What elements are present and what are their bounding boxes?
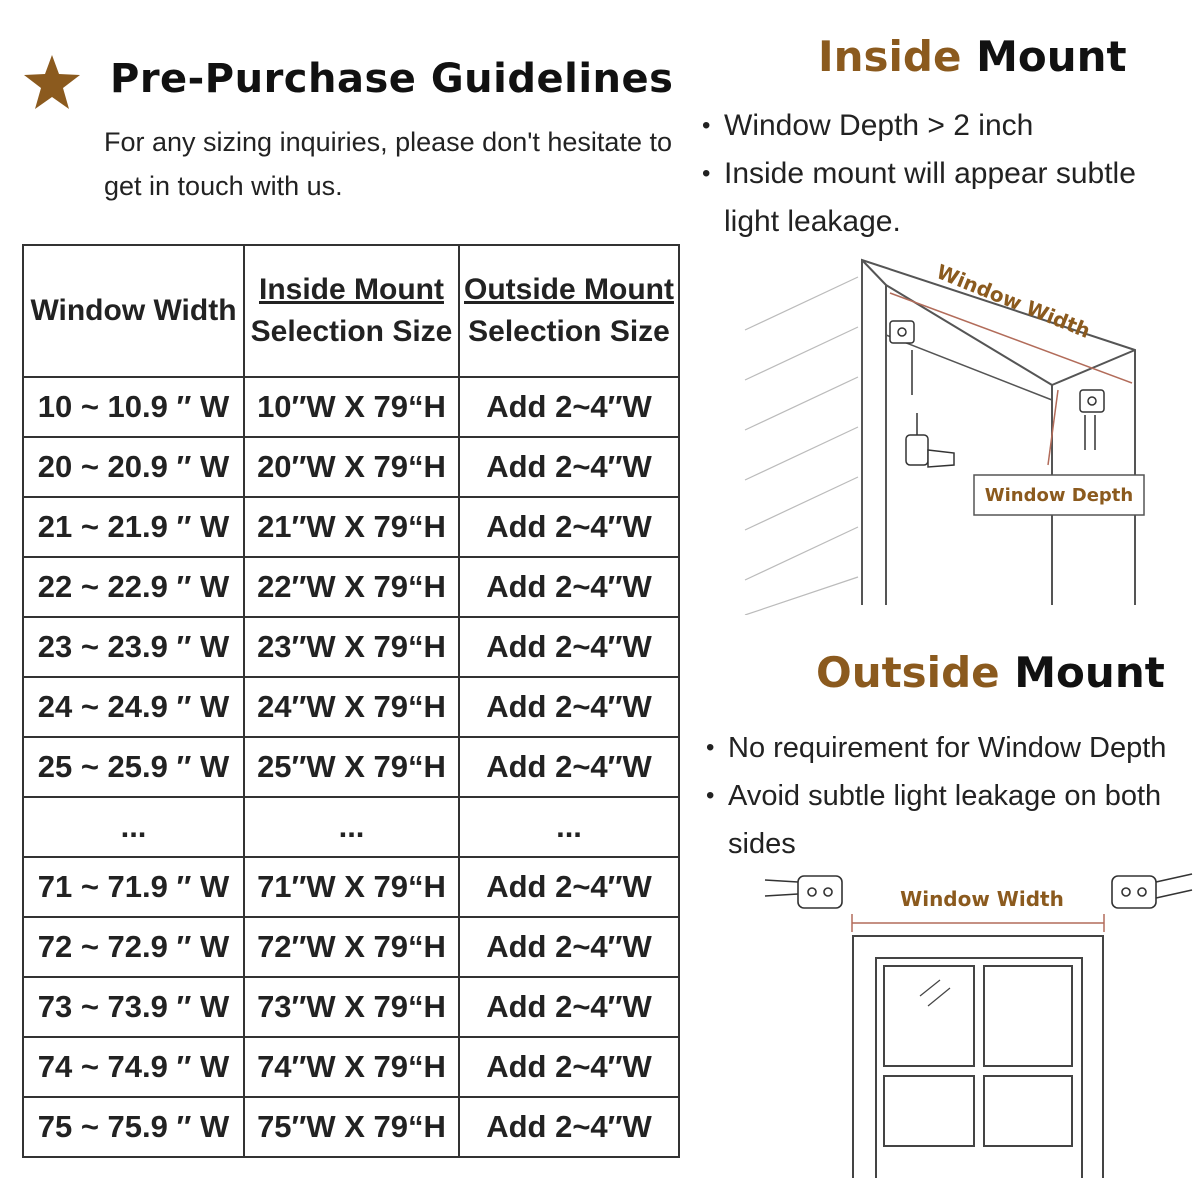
inside-size-cell: 22″W X 79“H bbox=[244, 557, 459, 617]
outside-size-cell: Add 2~4″W bbox=[459, 437, 679, 497]
inside-size-cell: 75″W X 79“H bbox=[244, 1097, 459, 1157]
window-width-cell: 21 ~ 21.9 ″ W bbox=[23, 497, 244, 557]
drill-icon bbox=[906, 413, 954, 467]
inside-depth-label: Window Depth bbox=[984, 485, 1134, 506]
inside-mount-diagram bbox=[740, 255, 1160, 615]
outside-size-cell: Add 2~4″W bbox=[459, 557, 679, 617]
inside-mount-heading-rest: Mount bbox=[976, 32, 1127, 81]
header-inside-mount-line2: Selection Size bbox=[250, 315, 453, 348]
inside-mount-heading bbox=[818, 32, 1127, 81]
outside-width-arrow bbox=[852, 914, 1104, 932]
window-width-cell: 73 ~ 73.9 ″ W bbox=[23, 977, 244, 1037]
inside-size-cell: 20″W X 79“H bbox=[244, 437, 459, 497]
inside-width-label: Window Width bbox=[933, 259, 1094, 343]
header-outside-mount bbox=[459, 245, 679, 377]
outside-bullet-1: • No requirement for Window Depth bbox=[706, 724, 1200, 772]
inside-size-cell: 73″W X 79“H bbox=[244, 977, 459, 1037]
window-width-cell: 71 ~ 71.9 ″ W bbox=[23, 857, 244, 917]
table-row bbox=[23, 497, 679, 557]
intro-text: For any sizing inquiries, please don't hesitate to get in touch with us. bbox=[104, 127, 672, 201]
outside-size-cell: Add 2~4″W bbox=[459, 977, 679, 1037]
outside-size-cell: ... bbox=[459, 797, 679, 857]
table-body bbox=[23, 377, 679, 1157]
table-row bbox=[23, 737, 679, 797]
inside-bullet-1: • Window Depth > 2 inch bbox=[702, 102, 1192, 150]
size-table bbox=[22, 244, 680, 1158]
inside-size-cell: 23″W X 79“H bbox=[244, 617, 459, 677]
outside-bullet-2: • Avoid subtle light leakage on both sides bbox=[706, 772, 1200, 868]
header-outside-mount-line2: Selection Size bbox=[468, 315, 670, 348]
window-width-cell: 22 ~ 22.9 ″ W bbox=[23, 557, 244, 617]
table-header-row bbox=[23, 245, 679, 377]
window-width-cell: 25 ~ 25.9 ″ W bbox=[23, 737, 244, 797]
outside-mount-heading bbox=[816, 648, 1165, 697]
table-row bbox=[23, 1097, 679, 1157]
inside-size-cell: 21″W X 79“H bbox=[244, 497, 459, 557]
outside-width-label: Window Width bbox=[900, 887, 1064, 911]
outside-size-cell: Add 2~4″W bbox=[459, 737, 679, 797]
wall-hatching bbox=[745, 277, 858, 615]
window-width-cell: 24 ~ 24.9 ″ W bbox=[23, 677, 244, 737]
inside-bullet-2: • Inside mount will appear subtle light leakage. bbox=[702, 150, 1192, 246]
window-frame-outside bbox=[853, 936, 1103, 1178]
window-width-cell: 10 ~ 10.9 ″ W bbox=[23, 377, 244, 437]
header-inside-mount bbox=[244, 245, 459, 377]
outside-size-cell: Add 2~4″W bbox=[459, 497, 679, 557]
inside-size-cell: 74″W X 79“H bbox=[244, 1037, 459, 1097]
outside-size-cell: Add 2~4″W bbox=[459, 857, 679, 917]
table-row bbox=[23, 557, 679, 617]
window-frame bbox=[862, 260, 1135, 605]
header-window-width-label: Window Width bbox=[30, 294, 237, 327]
table-row bbox=[23, 857, 679, 917]
window-width-cell: 20 ~ 20.9 ″ W bbox=[23, 437, 244, 497]
inside-size-cell: ... bbox=[244, 797, 459, 857]
table-row bbox=[23, 977, 679, 1037]
window-width-cell: 75 ~ 75.9 ″ W bbox=[23, 1097, 244, 1157]
outside-mount-bullets bbox=[706, 724, 1200, 868]
outside-size-cell: Add 2~4″W bbox=[459, 1097, 679, 1157]
outside-size-cell: Add 2~4″W bbox=[459, 1037, 679, 1097]
inside-size-cell: 71″W X 79“H bbox=[244, 857, 459, 917]
inside-mount-heading-accent: Inside bbox=[818, 32, 962, 81]
inside-size-cell: 72″W X 79“H bbox=[244, 917, 459, 977]
outside-size-cell: Add 2~4″W bbox=[459, 617, 679, 677]
inside-size-cell: 24″W X 79“H bbox=[244, 677, 459, 737]
outside-size-cell: Add 2~4″W bbox=[459, 917, 679, 977]
inside-mount-bullets bbox=[702, 102, 1192, 246]
header-outside-mount-line1: Outside Mount bbox=[464, 273, 674, 306]
table-row bbox=[23, 1037, 679, 1097]
table-row bbox=[23, 917, 679, 977]
header-inside-mount-line1: Inside Mount bbox=[259, 273, 444, 306]
outside-mount-diagram bbox=[760, 868, 1200, 1178]
outside-mount-heading-rest: Mount bbox=[1014, 648, 1165, 697]
window-width-cell: 23 ~ 23.9 ″ W bbox=[23, 617, 244, 677]
page-title: Pre-Purchase Guidelines bbox=[110, 56, 674, 102]
bracket-icon bbox=[890, 321, 1104, 450]
window-width-cell: 72 ~ 72.9 ″ W bbox=[23, 917, 244, 977]
table-row bbox=[23, 797, 679, 857]
header-window-width bbox=[23, 245, 244, 377]
table-row bbox=[23, 677, 679, 737]
star-icon bbox=[22, 52, 82, 112]
window-width-cell: 74 ~ 74.9 ″ W bbox=[23, 1037, 244, 1097]
window-width-cell: ... bbox=[23, 797, 244, 857]
inside-size-cell: 10″W X 79“H bbox=[244, 377, 459, 437]
table-row bbox=[23, 437, 679, 497]
table-row bbox=[23, 617, 679, 677]
outside-size-cell: Add 2~4″W bbox=[459, 677, 679, 737]
inside-size-cell: 25″W X 79“H bbox=[244, 737, 459, 797]
outside-size-cell: Add 2~4″W bbox=[459, 377, 679, 437]
outside-mount-heading-accent: Outside bbox=[816, 648, 1000, 697]
table-row bbox=[23, 377, 679, 437]
